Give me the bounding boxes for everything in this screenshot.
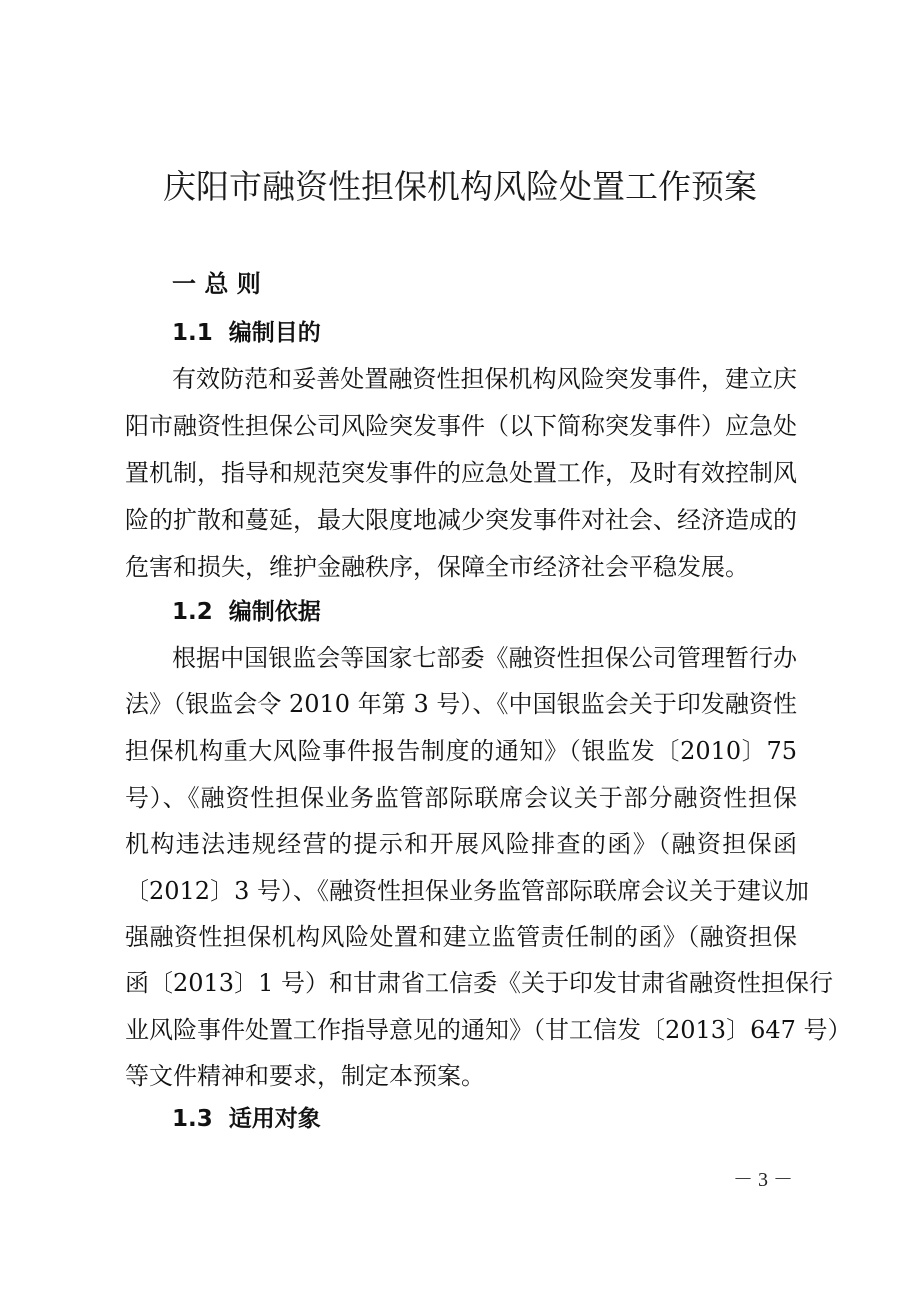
paragraph-line: 危害和损失，维护金融秩序，保障全市经济社会平稳发展。 <box>125 553 749 581</box>
chapter-heading: 一 总 则 <box>172 270 261 298</box>
section-heading-1-1: 1.1 编制目的 <box>172 320 321 346</box>
paragraph-line: 阳市融资性担保公司风险突发事件（以下简称突发事件）应急处 <box>125 412 797 440</box>
paragraph-line: 险的扩散和蔓延，最大限度地减少突发事件对社会、经济造成的 <box>125 506 797 534</box>
paragraph-line: 业风险事件处置工作指导意见的通知》（甘工信发〔2013〕647 号） <box>125 1016 852 1044</box>
paragraph-line: 等文件精神和要求，制定本预案。 <box>125 1062 485 1090</box>
paragraph-line: 根据中国银监会等国家七部委《融资性担保公司管理暂行办 <box>172 644 797 672</box>
section-heading-1-3: 1.3 适用对象 <box>172 1106 321 1132</box>
paragraph-line: 〔2012〕3 号）、《融资性担保业务监管部际联席会议关于建议加 <box>125 877 809 905</box>
document-title: 庆阳市融资性担保机构风险处置工作预案 <box>163 167 757 206</box>
paragraph-line: 机构违法违规经营的提示和开展风险排查的函》（融资担保函 <box>125 830 797 858</box>
paragraph-line: 置机制，指导和规范突发事件的应急处置工作，及时有效控制风 <box>125 459 797 487</box>
section-heading-1-2: 1.2 编制依据 <box>172 599 321 625</box>
paragraph-line: 法》（银监会令 2010 年第 3 号）、《中国银监会关于印发融资性 <box>125 690 797 718</box>
paragraph-line: 担保机构重大风险事件报告制度的通知》（银监发〔2010〕75 <box>125 737 797 765</box>
paragraph-line: 函〔2013〕1 号）和甘肃省工信委《关于印发甘肃省融资性担保行 <box>125 969 833 997</box>
paragraph-line: 号）、《融资性担保业务监管部际联席会议关于部分融资性担保 <box>125 784 797 812</box>
page-number: － 3 － <box>733 1169 793 1191</box>
paragraph-line: 强融资性担保机构风险处置和建立监管责任制的函》（融资担保 <box>125 923 797 951</box>
paragraph-line: 有效防范和妥善处置融资性担保机构风险突发事件，建立庆 <box>172 365 797 393</box>
